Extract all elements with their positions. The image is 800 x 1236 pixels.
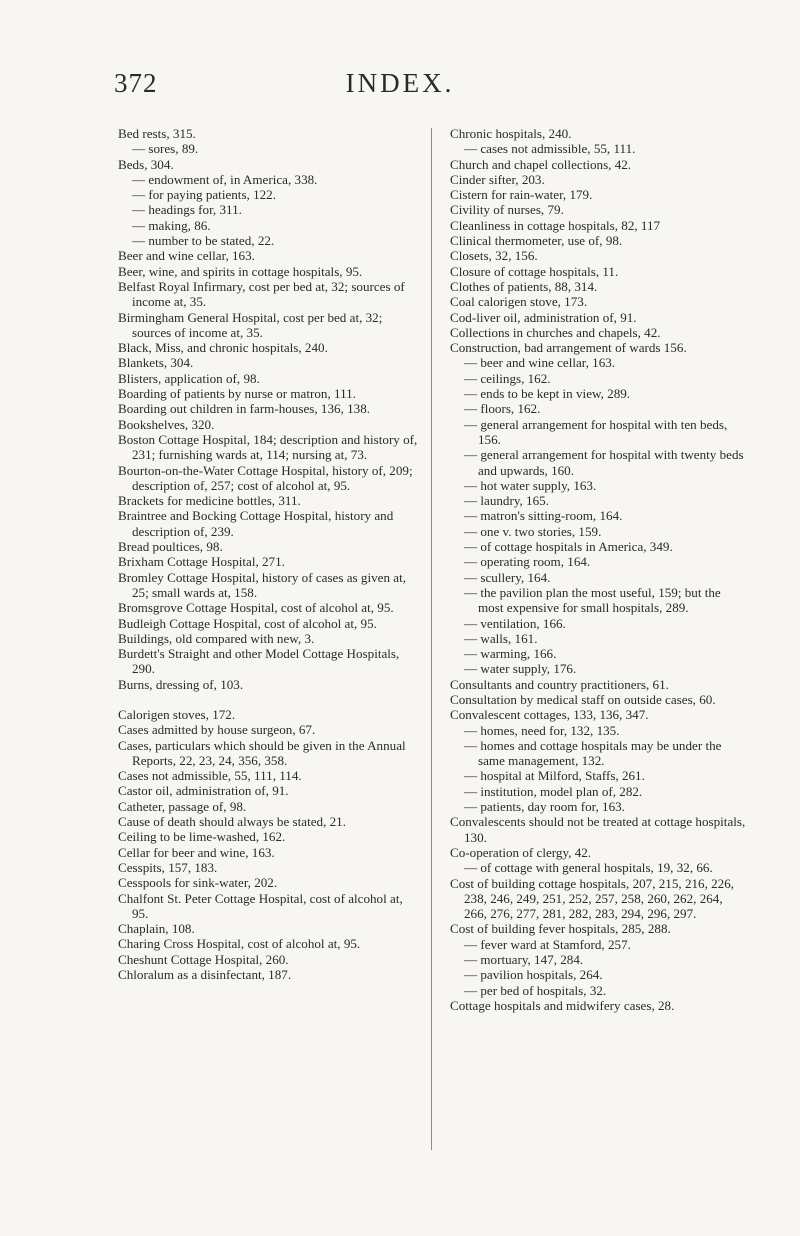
index-entry: Cinder sifter, 203. bbox=[450, 171, 545, 187]
index-entry: — general arrangement for hospital with twenty beds and upwards, 160. bbox=[464, 447, 744, 478]
index-entry: — fever ward at Stamford, 257. bbox=[464, 936, 631, 952]
index-entry: Calorigen stoves, 172. bbox=[118, 706, 236, 722]
index-entry: Closets, 32, 156. bbox=[450, 248, 538, 264]
index-entry: Chalfont St. Peter Cottage Hospital, cost of alcohol at, 95. bbox=[118, 890, 403, 921]
index-entry: — institution, model plan of, 282. bbox=[464, 783, 643, 799]
index-entry: — laundry, 165. bbox=[464, 493, 549, 509]
index-entry: Chloralum as a disinfectant, 187. bbox=[118, 967, 292, 983]
index-entry: Convalescents should not be treated at cottage hospitals, 130. bbox=[450, 814, 746, 845]
index-entry: Cleanliness in cottage hospitals, 82, 117 bbox=[450, 217, 661, 233]
index-entry: Blisters, application of, 98. bbox=[118, 370, 260, 386]
index-entry: Church and chapel collections, 42. bbox=[450, 156, 632, 172]
index-entry: Closure of cottage hospitals, 11. bbox=[450, 263, 619, 279]
column-divider bbox=[431, 128, 432, 1150]
index-entry: — homes and cottage hospitals may be under the same management, 132. bbox=[464, 737, 722, 769]
index-entry: Bookshelves, 320. bbox=[118, 416, 215, 432]
index-entry: Black, Miss, and chronic hospitals, 240. bbox=[118, 340, 328, 356]
index-entry: — matron's sitting-room, 164. bbox=[464, 508, 623, 524]
index-entry: Cheshunt Cottage Hospital, 260. bbox=[118, 951, 289, 967]
index-entry: Cesspits, 157, 183. bbox=[118, 859, 218, 875]
index-entry: — warming, 166. bbox=[464, 646, 557, 662]
index-entry: — ventilation, 166. bbox=[464, 615, 566, 631]
index-entry: Bromsgrove Cottage Hospital, cost of alcohol at, 95. bbox=[118, 600, 394, 616]
index-entry: Cases admitted by house surgeon, 67. bbox=[118, 722, 316, 738]
index-entry: Co-operation of clergy, 42. bbox=[450, 844, 592, 860]
index-entry: Braintree and Bocking Cottage Hospital, history and description of, 239. bbox=[118, 508, 394, 539]
index-entry: — cases not admissible, 55, 111. bbox=[464, 141, 636, 157]
index-entry: — beer and wine cellar, 163. bbox=[464, 355, 616, 371]
index-entry: — mortuary, 147, 284. bbox=[464, 952, 584, 968]
page-title: INDEX. bbox=[345, 68, 455, 98]
index-entry: — the pavilion plan the most useful, 159; but the most expensive for small hospitals, 289. bbox=[464, 584, 721, 616]
index-entry: Burns, dressing of, 103. bbox=[118, 676, 244, 692]
index-entry: — general arrangement for hospital with ten beds, 156. bbox=[464, 416, 728, 447]
index-entry: Clothes of patients, 88, 314. bbox=[450, 278, 598, 294]
index-entry: Belfast Royal Infirmary, cost per bed at, 32; sources of income at, 35. bbox=[118, 278, 405, 310]
index-entry: Cost of building cottage hospitals, 207, 215, 216, 226, 238, 246, 249, 251, 252, 257, 258, 260, 262, 264, 266, 276, 277, 281, 282, 283, 294, 296, 297. bbox=[450, 875, 735, 922]
index-entry: Construction, bad arrangement of wards 156. bbox=[450, 340, 687, 356]
index-entry: Ceiling to be lime-washed, 162. bbox=[118, 829, 286, 845]
index-entry: Bromley Cottage Hospital, history of cases as given at, 25; small wards at, 158. bbox=[118, 569, 407, 600]
index-entry: — number to be stated, 22. bbox=[132, 233, 275, 249]
index-entry: Brixham Cottage Hospital, 271. bbox=[118, 554, 285, 570]
index-entry: Cottage hospitals and midwifery cases, 28. bbox=[450, 997, 675, 1013]
index-entry: Cistern for rain-water, 179. bbox=[450, 187, 593, 203]
index-entry: — hot water supply, 163. bbox=[464, 477, 597, 493]
index-entry: Cellar for beer and wine, 163. bbox=[118, 844, 275, 860]
index-entry: Bread poultices, 98. bbox=[118, 539, 223, 555]
index-entry: Chaplain, 108. bbox=[118, 921, 195, 937]
index-entry: Beer and wine cellar, 163. bbox=[118, 248, 255, 264]
index-entry: Collections in churches and chapels, 42. bbox=[450, 324, 661, 340]
index-entry: Budleigh Cottage Hospital, cost of alcohol at, 95. bbox=[118, 615, 377, 631]
index-entry: — ends to be kept in view, 289. bbox=[464, 386, 631, 402]
index-entry: Buildings, old compared with new, 3. bbox=[118, 630, 315, 646]
index-entry: — water supply, 176. bbox=[464, 661, 577, 677]
index-entry: Consultants and country practitioners, 61. bbox=[450, 676, 669, 692]
index-entry: Civility of nurses, 79. bbox=[450, 202, 564, 218]
page-number: 372 bbox=[114, 68, 158, 98]
index-column-left bbox=[118, 126, 418, 982]
index-entry: Bed rests, 315. bbox=[118, 126, 196, 141]
index-entry: — walls, 161. bbox=[464, 630, 538, 646]
index-entry: Brackets for medicine bottles, 311. bbox=[118, 493, 301, 509]
index-entry: — for paying patients, 122. bbox=[132, 187, 277, 203]
index-entry: Chronic hospitals, 240. bbox=[450, 126, 572, 141]
index-entry: — hospital at Milford, Staffs, 261. bbox=[464, 768, 645, 784]
index-entry: Clinical thermometer, use of, 98. bbox=[450, 233, 623, 249]
index-entry: Cause of death should always be stated, 21. bbox=[118, 814, 346, 830]
index-entry: — scullery, 164. bbox=[464, 569, 551, 585]
index-entry: — headings for, 311. bbox=[132, 202, 242, 218]
index-entry: Beer, wine, and spirits in cottage hospitals, 95. bbox=[118, 263, 363, 279]
index-entry: Castor oil, administration of, 91. bbox=[118, 783, 289, 799]
index-entry: — homes, need for, 132, 135. bbox=[464, 722, 620, 738]
index-entry: Burdett's Straight and other Model Cottage Hospitals, 290. bbox=[118, 646, 400, 677]
index-entry: Catheter, passage of, 98. bbox=[118, 798, 247, 814]
index-entry: — sores, 89. bbox=[132, 141, 199, 157]
index-entry: Boston Cottage Hospital, 184; description and history of, 231; furnishing wards at, 114; nursing at, 73. bbox=[118, 431, 418, 463]
index-entry: Consultation by medical staff on outside cases, 60. bbox=[450, 691, 716, 707]
index-entry: — endowment of, in America, 338. bbox=[132, 171, 318, 187]
index-column-right bbox=[450, 126, 748, 1013]
index-entry: Birmingham General Hospital, cost per bed at, 32; sources of income at, 35. bbox=[118, 309, 383, 340]
index-entry: Cases, particulars which should be given in the Annual Reports, 22, 23, 24, 356, 358. bbox=[118, 737, 406, 768]
index-entry: — floors, 162. bbox=[464, 401, 541, 417]
index-entry: — operating room, 164. bbox=[464, 554, 591, 570]
index-entry: Cases not admissible, 55, 111, 114. bbox=[118, 768, 302, 784]
index-entry: — of cottage hospitals in America, 349. bbox=[464, 539, 673, 555]
index-entry: Bourton-on-the-Water Cottage Hospital, history of, 209; description of, 257; cost of alcohol at, 95. bbox=[118, 462, 413, 493]
index-entry: Cod-liver oil, administration of, 91. bbox=[450, 309, 637, 325]
index-entry: Charing Cross Hospital, cost of alcohol at, 95. bbox=[118, 936, 361, 952]
index-entry: — of cottage with general hospitals, 19, 32, 66. bbox=[464, 860, 713, 876]
index-entry: Cost of building fever hospitals, 285, 288. bbox=[450, 921, 671, 937]
index-entry: — ceilings, 162. bbox=[464, 370, 551, 386]
index-entry: — patients, day room for, 163. bbox=[464, 799, 625, 815]
index-entry: Boarding of patients by nurse or matron, 111. bbox=[118, 386, 356, 402]
index-entry: Boarding out children in farm-houses, 136, 138. bbox=[118, 401, 371, 417]
index-entry: Cesspools for sink-water, 202. bbox=[118, 875, 278, 891]
index-entry: Blankets, 304. bbox=[118, 355, 194, 371]
index-entry: — pavilion hospitals, 264. bbox=[464, 967, 603, 983]
index-entry: Coal calorigen stove, 173. bbox=[450, 294, 588, 310]
index-entry: Convalescent cottages, 133, 136, 347. bbox=[450, 707, 649, 723]
index-entry: — one v. two stories, 159. bbox=[464, 523, 602, 539]
index-entry: — making, 86. bbox=[132, 217, 211, 233]
index-entry: Beds, 304. bbox=[118, 156, 174, 172]
index-entry: — per bed of hospitals, 32. bbox=[464, 982, 607, 998]
page-header bbox=[0, 68, 800, 108]
